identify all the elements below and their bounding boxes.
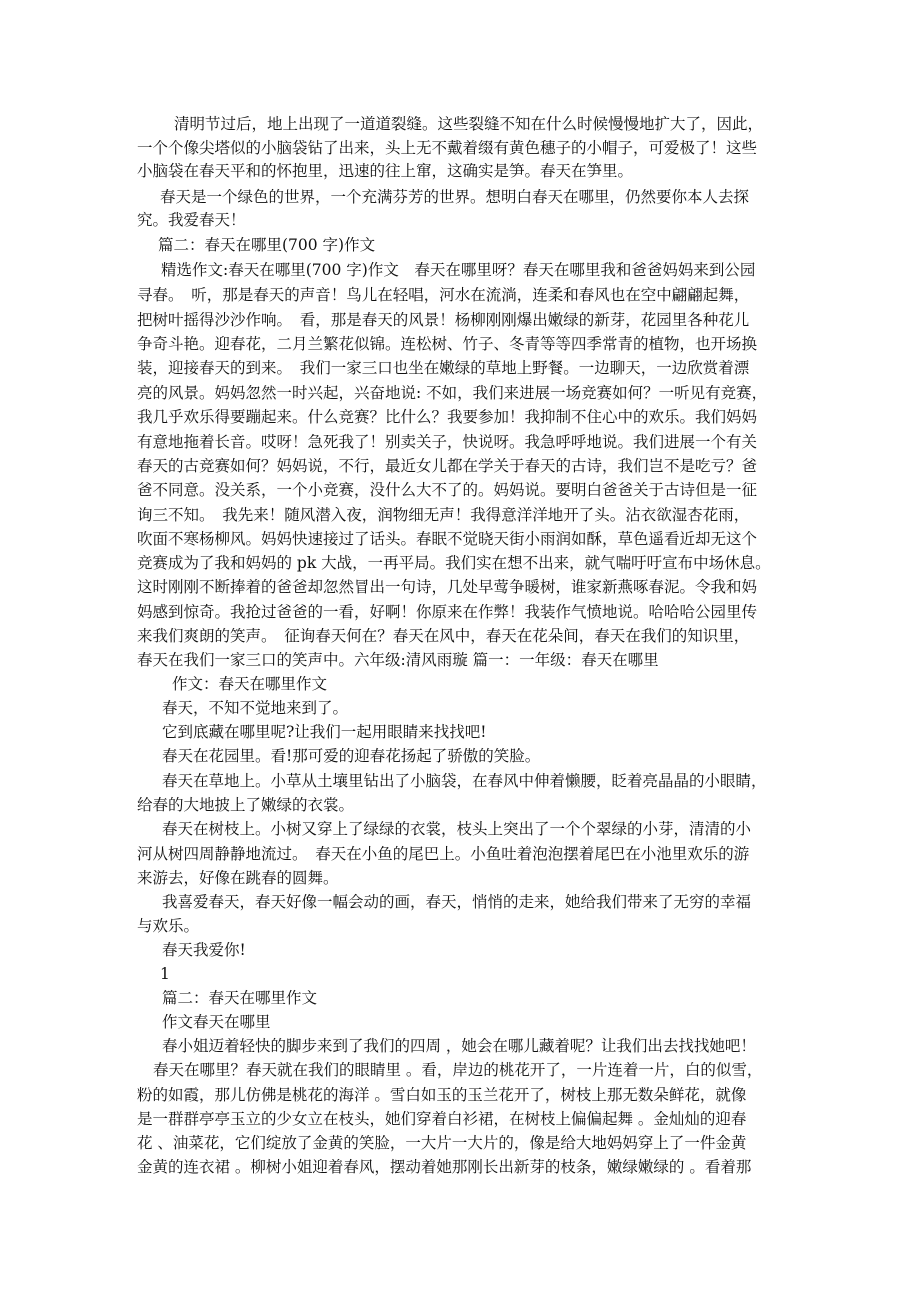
text-line: 春天在草地上。小草从土壤里钻出了小脑袋，在春风中伸着懒腰，眨着亮晶晶的小眼睛， bbox=[162, 772, 767, 790]
text-line: 询三不知。 我先来！随风潜入夜，润物细无声！我得意洋洋地开了头。沾衣欲湿杏花雨， bbox=[137, 506, 750, 524]
text-line: 来我们爽朗的笑声。 征询春天何在？春天在风中，春天在花朵间，春天在我们的知识里， bbox=[137, 627, 750, 645]
text-line: 我几乎欢乐得要蹦起来。什么竞赛？比什么？我要参加！我抑制不住心中的欢乐。我们妈妈 bbox=[137, 408, 758, 426]
text-line: 一个个像尖塔似的小脑袋钻了出来，头上无不戴着缀有黄色穗子的小帽子，可爱极了！这些 bbox=[137, 139, 758, 157]
text-line: 爸不同意。没关系，一个小竞赛，没什么大不了的。妈妈说。要明白爸爸关于古诗但是一征 bbox=[137, 481, 758, 499]
text-line: 与欢乐。 bbox=[137, 917, 200, 935]
page-number: 1 bbox=[160, 965, 170, 983]
text-line: 金黄的连衣裙 。柳树小姐迎着春风，摆动着她那刚长出新芽的枝条，嫩绿嫩绿的 。看着那 bbox=[137, 1158, 752, 1176]
text-line: 春天在树枝上。小树又穿上了绿绿的衣裳，枝头上突出了一个个翠绿的小芽，清清的小 bbox=[162, 820, 752, 838]
text-line: 春天，不知不觉地来到了。 bbox=[162, 699, 349, 717]
text-line: 吹面不寒杨柳风。妈妈快速接过了话头。春眠不觉晓天街小雨润如酥，草色遥看近却无这个 bbox=[137, 530, 758, 548]
text-line: 春天我爱你! bbox=[162, 941, 246, 959]
text-line: 争奇斗艳。迎春花，二月兰繁花似锦。连松树、竹子、冬青等等四季常青的植物，也开场换 bbox=[137, 335, 758, 353]
text-line: 是一群群亭亭玉立的少女立在枝头，她们穿着白衫裙，在树枝上偏偏起舞 。金灿灿的迎春 bbox=[137, 1110, 747, 1128]
text-line: 它到底藏在哪里呢?让我们一起用眼睛来找找吧! bbox=[162, 723, 487, 741]
text-line: 河从树四周静静地流过。 春天在小鱼的尾巴上。小鱼吐着泡泡摆着尾巴在小池里欢乐的游 bbox=[137, 845, 750, 863]
text-line: 作文春天在哪里 bbox=[162, 1013, 271, 1031]
text-line: 把树叶摇得沙沙作响。 看，那是春天的风景！杨柳刚刚爆出嫩绿的新芽，花园里各种花儿 bbox=[137, 311, 750, 329]
text-line: 春小姐迈着轻快的脚步来到了我们的四周 ，她会在哪儿藏着呢？让我们出去找找她吧！ bbox=[162, 1037, 756, 1055]
text-line: 这时刚刚不断捧着的爸爸却忽然冒出一句诗，几处早莺争暖树，谁家新燕啄春泥。令我和妈 bbox=[137, 578, 758, 596]
text-line: 清明节过后，地上出现了一道道裂缝。这些裂缝不知在什么时候慢慢地扩大了，因此， bbox=[174, 115, 764, 133]
text-line: 作文：春天在哪里作文 bbox=[172, 675, 328, 693]
section-heading: 篇二：春天在哪里作文 bbox=[162, 989, 318, 1007]
text-line: 妈感到惊奇。我抢过爸爸的一看，好啊！你原来在作弊！我装作气愤地说。哈哈哈公园里传 bbox=[137, 603, 758, 621]
text-line: 春天的古竞赛如何？妈妈说，不行，最近女儿都在学关于春天的古诗，我们岂不是吃亏？爸 bbox=[137, 457, 758, 475]
text-line: 春天在花园里。看!那可爱的迎春花扬起了骄傲的笑脸。 bbox=[162, 747, 541, 765]
text-line: 我喜爱春天，春天好像一幅会动的画，春天，悄悄的走来，她给我们带来了无穷的幸福 bbox=[162, 893, 752, 911]
text-line: 给春的大地披上了嫩绿的衣裳。 bbox=[137, 796, 355, 814]
section-heading: 篇二：春天在哪里(700 字)作文 bbox=[158, 236, 376, 254]
text-line: 装，迎接春天的到来。 我们一家三口也坐在嫩绿的草地上野餐。一边聊天，一边欣赏着漂 bbox=[137, 359, 750, 377]
text-line: 有意地拖着长音。哎呀！急死我了！别卖关子，快说呀。我急呼呼地说。我们进展一个有关 bbox=[137, 433, 758, 451]
text-line: 亮的风景。妈妈忽然一时兴起，兴奋地说: 不如，我们来进展一场竞赛如何？一听见有竞赛， bbox=[137, 384, 768, 402]
text-line: 春天在我们一家三口的笑声中。六年级:清风雨璇 篇一：一年级：春天在哪里 bbox=[137, 651, 659, 669]
text-line: 春天在哪里？春天就在我们的眼睛里 。看，岸边的桃花开了，一片连着一片，白的似雪， bbox=[153, 1061, 763, 1079]
text-line: 粉的如霞，那儿仿佛是桃花的海洋 。雪白如玉的玉兰花开了，树枝上那无数朵鲜花，就像 bbox=[137, 1086, 747, 1104]
text-line: 花 、油菜花，它们绽放了金黄的笑脸，一大片一大片的，像是给大地妈妈穿上了一件金黄 bbox=[137, 1134, 747, 1152]
text-line: 小脑袋在春天平和的怀抱里，迅速的往上窜，这确实是笋。春天在笋里。 bbox=[137, 162, 634, 180]
text-line: 春天是一个绿色的世界，一个充满芬芳的世界。想明白春天在哪里，仍然要你本人去探 bbox=[160, 188, 750, 206]
text-line: 竞赛成为了我和妈妈的 pk 大战，一再平局。我们实在想不出来，就气喘吁吁宣布中场休息。 bbox=[137, 554, 771, 572]
text-line: 寻春。 听，那是春天的声音！鸟儿在轻唱，河水在流淌，连柔和春风也在空中翩翩起舞， bbox=[137, 286, 750, 304]
text-line: 精选作文:春天在哪里(700 字)作文 春天在哪里呀？春天在哪里我和爸爸妈妈来到公园 bbox=[161, 261, 756, 279]
text-line: 来游去，好像在跳春的圆舞。 bbox=[137, 869, 339, 887]
text-line: 究。我爱春天！ bbox=[137, 211, 246, 229]
